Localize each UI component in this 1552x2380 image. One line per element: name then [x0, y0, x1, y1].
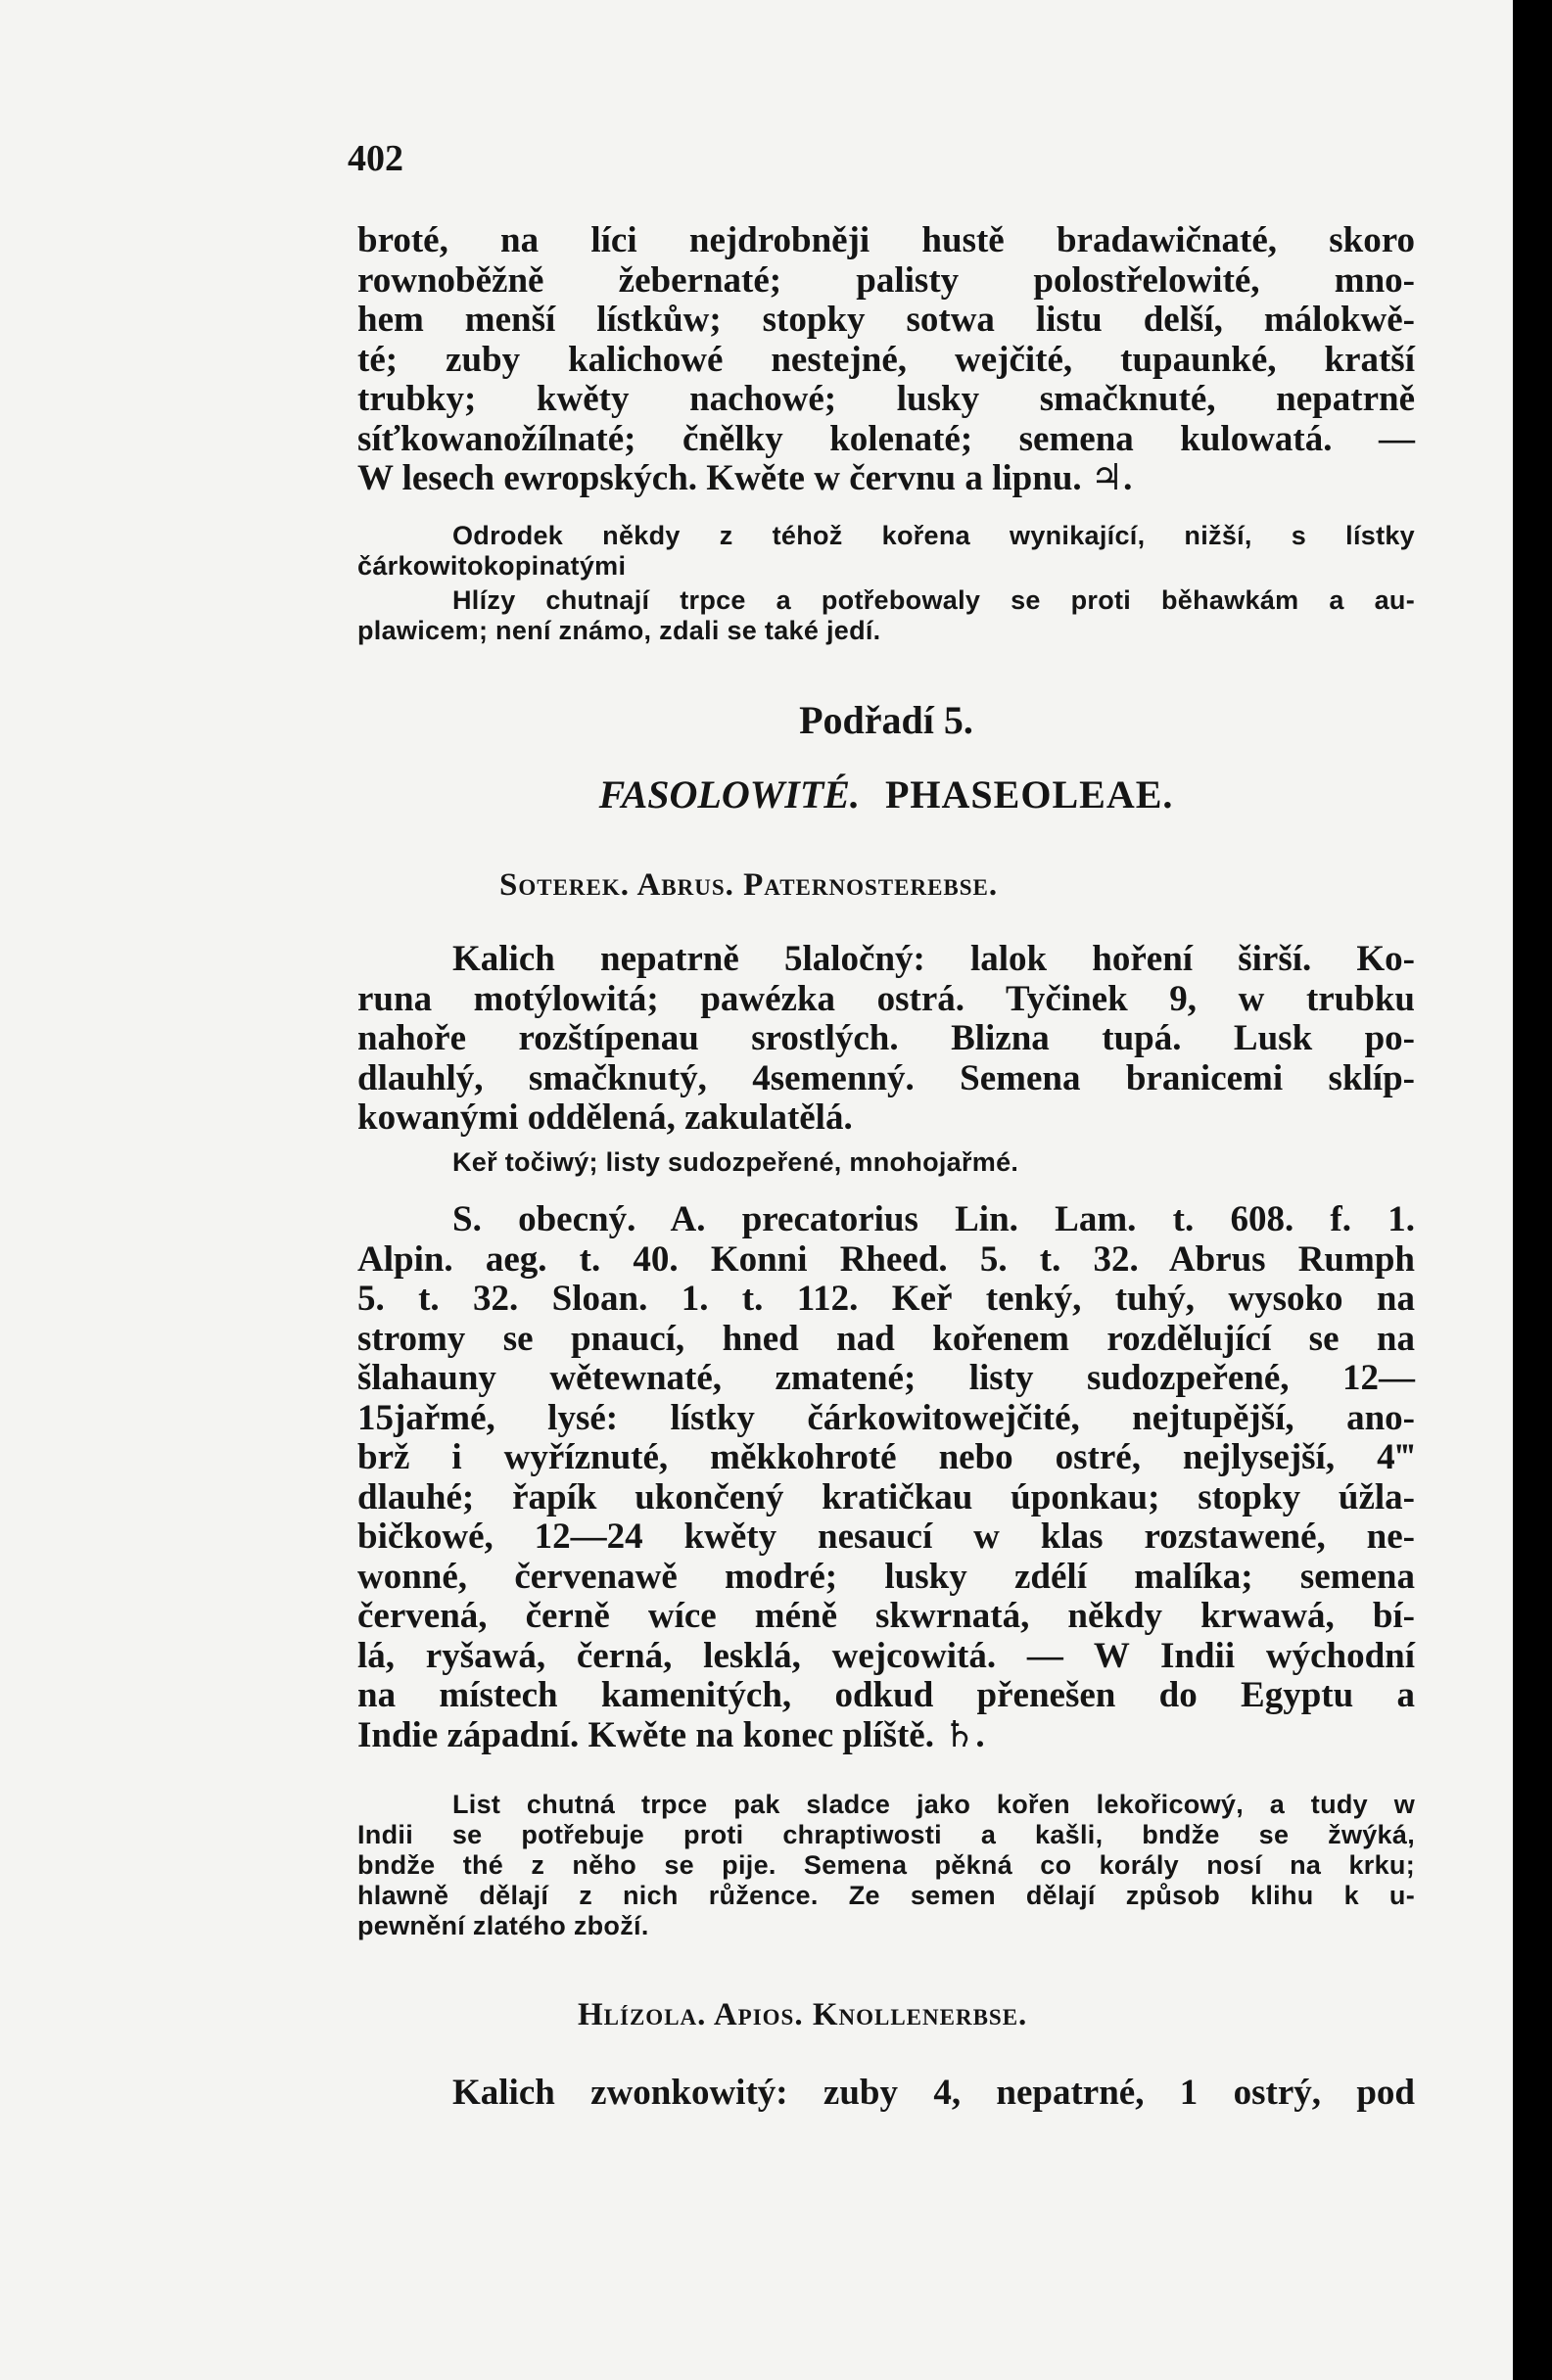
top-note-tubers — [357, 585, 1415, 646]
text-line: 5. t. 32. Sloan. 1. t. 112. Keř tenký, tuhý, wysoko na — [357, 1279, 1415, 1319]
text-line: Indie západní. Kwěte na konec plíště. ♄. — [357, 1714, 985, 1755]
note-line: Odrodek někdy z téhož kořena wynikající, nižší, s lístky — [452, 521, 1415, 550]
text-line: runa motýlowitá; pawézka ostrá. Tyčinek 9, w trubku — [357, 978, 1415, 1019]
species-abrus-precatorius — [357, 1200, 1415, 1755]
note-line: Hlízy chutnají trpce a potřebowaly se proti běhawkám a au- — [452, 585, 1415, 615]
top-paragraph — [357, 221, 1415, 499]
text-line: brž i wyříznuté, měkkohroté nebo ostré, nejlysejší, 4‴ — [357, 1437, 1415, 1477]
tribe-latin: PHASEOLEAE. — [884, 772, 1174, 817]
text-line: 15jařmé, lysé: lístky čárkowitowejčité, nejtupější, ano- — [357, 1397, 1415, 1438]
note-line: plawicem; není známo, zdali se také jedí. — [357, 616, 881, 645]
note-line: List chutná trpce pak sladce jako kořen lekořicowý, a tudy w — [452, 1790, 1415, 1819]
genus-heading-abrus: Soterek. Abrus. Paternosterebse. — [499, 867, 999, 903]
text-line: síťkowanožílnaté; čnělky kolenaté; semena kulowatá. — — [357, 418, 1415, 459]
note-line: Indii se potřebuje proti chraptiwosti a kašli, bndže se žwýká, — [357, 1820, 1415, 1849]
text-line: hem menší lístkůw; stopky sotwa listu delší, málokwě- — [357, 300, 1415, 340]
page-number: 402 — [348, 138, 403, 179]
text-line: wonné, červenawě modré; lusky zdélí malíka; semena — [357, 1556, 1415, 1597]
tribe-czech: FASOLOWITÉ. — [598, 772, 860, 817]
suborder-heading: Podřadí 5. — [799, 698, 973, 742]
text-line: S. obecný. A. precatorius Lin. Lam. t. 608. f. 1. — [452, 1199, 1415, 1239]
text-line: Alpin. aeg. t. 40. Konni Rheed. 5. t. 32. Abrus Rumph — [357, 1238, 1415, 1280]
species-uses-note — [357, 1790, 1415, 1941]
text-line: dlauhé; řapík ukončený kratičkau úponkau; stopky úžla- — [357, 1476, 1415, 1517]
text-line: W lesech ewropských. Kwěte w červnu a lipnu. ♃. — [357, 458, 1133, 498]
text-line: dlauhlý, smačknutý, 4semenný. Semena branicemi sklíp- — [357, 1057, 1415, 1098]
top-note-variety — [357, 521, 1415, 582]
note-line: hlawně dělají z nich růžence. Ze semen dělají způsob klihu k u- — [357, 1881, 1415, 1910]
text-line: rownoběžně žebernaté; palisty polostřelowité, mno- — [357, 259, 1415, 301]
text-line: šlahauny wětewnaté, zmatené; listy sudozpeřené, 12— — [357, 1358, 1415, 1398]
note-line: bndže thé z něho se pije. Semena pěkná co korály nosí na krku; — [357, 1850, 1415, 1880]
note-line: Keř točiwý; listy sudozpeřené, mnohojařmé. — [452, 1147, 1019, 1177]
text-line: broté, na líci nejdrobněji hustě bradawičnaté, skoro — [357, 220, 1415, 260]
text-line: na místech kamenitých, odkud přenešen do Egyptu a — [357, 1675, 1415, 1715]
text-line: té; zuby kalichowé nestejné, wejčité, tupaunké, kratší — [357, 339, 1415, 380]
note-line: pewnění zlatého zboží. — [357, 1911, 649, 1940]
text-line: nahoře rozštípenau srostlých. Blizna tupá. Lusk po- — [357, 1018, 1415, 1058]
text-line: červená, černě wíce méně skwrnatá, někdy krwawá, bí- — [357, 1596, 1415, 1636]
text-line: stromy se pnaucí, hned nad kořenem rozdělující se na — [357, 1318, 1415, 1359]
genus-description-apios — [357, 2074, 1415, 2114]
text-line: Kalich zwonkowitý: zuby 4, nepatrné, 1 ostrý, pod — [452, 2073, 1415, 2113]
text-line: bičkowé, 12—24 kwěty nesaucí w klas rozstawené, ne- — [357, 1517, 1415, 1557]
genus-note-abrus — [357, 1147, 1415, 1178]
note-line: čárkowitokopinatými — [357, 551, 627, 581]
tribe-heading — [357, 771, 1415, 817]
text-line: lá, ryšawá, černá, lesklá, wejcowitá. — W Indii wýchodní — [357, 1635, 1415, 1676]
text-line: kowanými oddělená, zakulatělá. — [357, 1097, 853, 1138]
genus-heading-apios: Hlízola. Apios. Knollenerbse. — [578, 1997, 1028, 2032]
text-line: Kalich nepatrně 5laločný: lalok hoření širší. Ko- — [452, 939, 1415, 979]
genus-description-abrus — [357, 940, 1415, 1139]
text-line: trubky; kwěty nachowé; lusky smačknuté, nepatrně — [357, 379, 1415, 419]
